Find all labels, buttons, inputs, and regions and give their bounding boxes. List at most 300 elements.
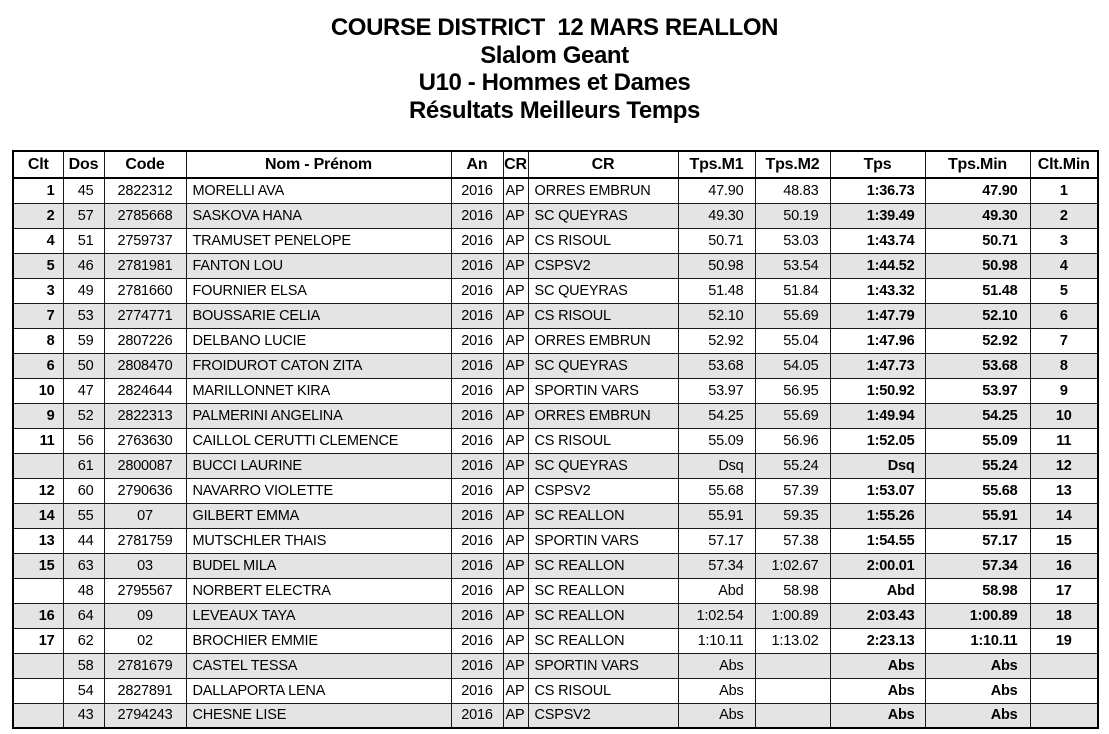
- table-row: [13, 628, 1098, 653]
- cell-tps-min: 55.09: [925, 428, 1030, 453]
- cell-cr-short: AP: [503, 203, 528, 228]
- cell-tps: Abs: [830, 703, 925, 728]
- cell-tps-m2: 50.19: [755, 203, 830, 228]
- table-row: [13, 278, 1098, 303]
- cell-cr-club: SC REALLON: [528, 603, 678, 628]
- cell-cr-short: AP: [503, 528, 528, 553]
- cell-tps-m1: 55.09: [678, 428, 755, 453]
- cell-tps-m1: 53.68: [678, 353, 755, 378]
- cell-clt: 15: [13, 553, 63, 578]
- cell-an: 2016: [451, 603, 503, 628]
- table-row: [13, 653, 1098, 678]
- cell-cr-club: SC REALLON: [528, 628, 678, 653]
- cell-tps-m2: 53.54: [755, 253, 830, 278]
- results-table-body: [13, 178, 1098, 728]
- cell-cr-club: CS RISOUL: [528, 228, 678, 253]
- cell-clt: 11: [13, 428, 63, 453]
- cell-an: 2016: [451, 628, 503, 653]
- table-row: [13, 303, 1098, 328]
- cell-nom-prenom: CASTEL TESSA: [186, 653, 451, 678]
- cell-tps-m2: 53.03: [755, 228, 830, 253]
- cell-dos: 45: [63, 178, 104, 203]
- cell-tps: 1:47.96: [830, 328, 925, 353]
- cell-clt-min: 3: [1030, 228, 1098, 253]
- cell-cr-club: SC REALLON: [528, 503, 678, 528]
- cell-clt: [13, 578, 63, 603]
- cell-clt: 13: [13, 528, 63, 553]
- cell-dos: 48: [63, 578, 104, 603]
- cell-clt: [13, 653, 63, 678]
- cell-cr-short: AP: [503, 603, 528, 628]
- col-header-an: An: [451, 151, 503, 178]
- cell-code: 2824644: [104, 378, 186, 403]
- cell-tps-min: 50.71: [925, 228, 1030, 253]
- cell-tps: Abs: [830, 678, 925, 703]
- cell-tps-min: 57.34: [925, 553, 1030, 578]
- title-discipline: Slalom Geant: [480, 41, 629, 69]
- cell-nom-prenom: LEVEAUX TAYA: [186, 603, 451, 628]
- cell-tps-m1: 51.48: [678, 278, 755, 303]
- cell-clt: 7: [13, 303, 63, 328]
- cell-cr-club: SPORTIN VARS: [528, 528, 678, 553]
- cell-clt-min: 1: [1030, 178, 1098, 203]
- col-header-tps: Tps: [830, 151, 925, 178]
- cell-tps-m2: 1:13.02: [755, 628, 830, 653]
- cell-nom-prenom: BUCCI LAURINE: [186, 453, 451, 478]
- cell-tps: Dsq: [830, 453, 925, 478]
- cell-tps-min: 1:10.11: [925, 628, 1030, 653]
- cell-clt: [13, 453, 63, 478]
- cell-tps: 1:36.73: [830, 178, 925, 203]
- cell-code: 2807226: [104, 328, 186, 353]
- cell-clt: 9: [13, 403, 63, 428]
- cell-tps: 1:54.55: [830, 528, 925, 553]
- cell-tps: 1:55.26: [830, 503, 925, 528]
- cell-tps-m1: 49.30: [678, 203, 755, 228]
- cell-clt: [13, 678, 63, 703]
- table-row: [13, 678, 1098, 703]
- cell-cr-short: AP: [503, 278, 528, 303]
- cell-clt-min: 2: [1030, 203, 1098, 228]
- cell-nom-prenom: MUTSCHLER THAIS: [186, 528, 451, 553]
- table-row: [13, 403, 1098, 428]
- cell-tps-m2: [755, 653, 830, 678]
- cell-clt: 12: [13, 478, 63, 503]
- cell-dos: 52: [63, 403, 104, 428]
- cell-dos: 50: [63, 353, 104, 378]
- cell-code: 2822313: [104, 403, 186, 428]
- cell-tps-m1: 55.91: [678, 503, 755, 528]
- cell-an: 2016: [451, 478, 503, 503]
- cell-tps-m2: 56.95: [755, 378, 830, 403]
- cell-cr-short: AP: [503, 453, 528, 478]
- cell-nom-prenom: PALMERINI ANGELINA: [186, 403, 451, 428]
- title-results-type: Résultats Meilleurs Temps: [409, 96, 700, 124]
- cell-cr-short: AP: [503, 178, 528, 203]
- table-header-row: [13, 151, 1098, 178]
- cell-dos: 62: [63, 628, 104, 653]
- cell-tps-m2: 57.39: [755, 478, 830, 503]
- cell-cr-club: CSPSV2: [528, 703, 678, 728]
- cell-cr-club: SC REALLON: [528, 553, 678, 578]
- cell-tps-min: 53.97: [925, 378, 1030, 403]
- cell-tps-min: 58.98: [925, 578, 1030, 603]
- cell-tps-m2: 58.98: [755, 578, 830, 603]
- cell-cr-short: AP: [503, 253, 528, 278]
- cell-an: 2016: [451, 503, 503, 528]
- cell-clt-min: 12: [1030, 453, 1098, 478]
- cell-tps: 1:49.94: [830, 403, 925, 428]
- table-row: [13, 503, 1098, 528]
- cell-clt: [13, 703, 63, 728]
- cell-cr-club: SPORTIN VARS: [528, 653, 678, 678]
- cell-clt-min: 9: [1030, 378, 1098, 403]
- cell-tps-m1: 57.17: [678, 528, 755, 553]
- cell-tps-m1: 50.98: [678, 253, 755, 278]
- cell-tps-min: 1:00.89: [925, 603, 1030, 628]
- cell-cr-short: AP: [503, 403, 528, 428]
- col-header-clt: Clt: [13, 151, 63, 178]
- cell-tps: 1:43.74: [830, 228, 925, 253]
- cell-nom-prenom: FANTON LOU: [186, 253, 451, 278]
- cell-tps-min: 54.25: [925, 403, 1030, 428]
- cell-dos: 49: [63, 278, 104, 303]
- cell-code: 07: [104, 503, 186, 528]
- cell-code: 2822312: [104, 178, 186, 203]
- table-row: [13, 603, 1098, 628]
- cell-nom-prenom: GILBERT EMMA: [186, 503, 451, 528]
- cell-clt: 1: [13, 178, 63, 203]
- table-row: [13, 553, 1098, 578]
- cell-tps-m1: 57.34: [678, 553, 755, 578]
- cell-tps-m1: 1:02.54: [678, 603, 755, 628]
- cell-tps-min: 50.98: [925, 253, 1030, 278]
- cell-tps: 1:43.32: [830, 278, 925, 303]
- cell-cr-short: AP: [503, 553, 528, 578]
- cell-clt: 10: [13, 378, 63, 403]
- table-row: [13, 378, 1098, 403]
- cell-dos: 51: [63, 228, 104, 253]
- cell-an: 2016: [451, 178, 503, 203]
- cell-cr-short: AP: [503, 303, 528, 328]
- cell-tps: 1:50.92: [830, 378, 925, 403]
- col-header-dos: Dos: [63, 151, 104, 178]
- cell-cr-short: AP: [503, 628, 528, 653]
- cell-tps-m2: 55.04: [755, 328, 830, 353]
- cell-tps: 1:47.73: [830, 353, 925, 378]
- cell-tps-min: 47.90: [925, 178, 1030, 203]
- col-header-tps-min: Tps.Min: [925, 151, 1030, 178]
- cell-nom-prenom: TRAMUSET PENELOPE: [186, 228, 451, 253]
- cell-tps: 1:53.07: [830, 478, 925, 503]
- cell-an: 2016: [451, 578, 503, 603]
- cell-clt-min: 8: [1030, 353, 1098, 378]
- cell-tps-m1: 47.90: [678, 178, 755, 203]
- table-row: [13, 253, 1098, 278]
- cell-cr-short: AP: [503, 503, 528, 528]
- cell-cr-club: ORRES EMBRUN: [528, 328, 678, 353]
- cell-tps-min: Abs: [925, 678, 1030, 703]
- col-header-cr-club: CR: [528, 151, 678, 178]
- cell-cr-short: AP: [503, 378, 528, 403]
- cell-clt: 14: [13, 503, 63, 528]
- cell-dos: 63: [63, 553, 104, 578]
- cell-clt: 16: [13, 603, 63, 628]
- cell-tps: 2:23.13: [830, 628, 925, 653]
- cell-an: 2016: [451, 403, 503, 428]
- cell-nom-prenom: BROCHIER EMMIE: [186, 628, 451, 653]
- cell-dos: 47: [63, 378, 104, 403]
- cell-clt: 6: [13, 353, 63, 378]
- cell-an: 2016: [451, 453, 503, 478]
- cell-code: 2781981: [104, 253, 186, 278]
- col-header-nom-prenom: Nom - Prénom: [186, 151, 451, 178]
- cell-nom-prenom: NAVARRO VIOLETTE: [186, 478, 451, 503]
- cell-clt: 5: [13, 253, 63, 278]
- cell-an: 2016: [451, 203, 503, 228]
- cell-an: 2016: [451, 228, 503, 253]
- cell-code: 2759737: [104, 228, 186, 253]
- cell-clt: 8: [13, 328, 63, 353]
- cell-cr-short: AP: [503, 653, 528, 678]
- cell-clt-min: 4: [1030, 253, 1098, 278]
- cell-cr-club: SC QUEYRAS: [528, 353, 678, 378]
- cell-dos: 59: [63, 328, 104, 353]
- title-category: U10 - Hommes et Dames: [418, 69, 691, 96]
- cell-cr-short: AP: [503, 678, 528, 703]
- cell-tps-min: 49.30: [925, 203, 1030, 228]
- cell-nom-prenom: MORELLI AVA: [186, 178, 451, 203]
- table-row: [13, 228, 1098, 253]
- cell-nom-prenom: DELBANO LUCIE: [186, 328, 451, 353]
- table-row: [13, 328, 1098, 353]
- cell-tps-m2: 1:02.67: [755, 553, 830, 578]
- cell-tps-m1: 55.68: [678, 478, 755, 503]
- cell-code: 02: [104, 628, 186, 653]
- cell-cr-club: CS RISOUL: [528, 303, 678, 328]
- table-row: [13, 528, 1098, 553]
- col-header-tps-m1: Tps.M1: [678, 151, 755, 178]
- cell-cr-club: CSPSV2: [528, 253, 678, 278]
- cell-tps-min: 57.17: [925, 528, 1030, 553]
- cell-code: 2781679: [104, 653, 186, 678]
- cell-code: 2781660: [104, 278, 186, 303]
- cell-tps: 1:44.52: [830, 253, 925, 278]
- cell-tps-m2: 54.05: [755, 353, 830, 378]
- cell-tps-m2: 55.24: [755, 453, 830, 478]
- cell-clt-min: 14: [1030, 503, 1098, 528]
- cell-clt: 4: [13, 228, 63, 253]
- table-row: [13, 203, 1098, 228]
- cell-an: 2016: [451, 328, 503, 353]
- cell-cr-club: SC QUEYRAS: [528, 453, 678, 478]
- cell-an: 2016: [451, 553, 503, 578]
- cell-tps-min: Abs: [925, 703, 1030, 728]
- col-header-tps-m2: Tps.M2: [755, 151, 830, 178]
- table-row: [13, 353, 1098, 378]
- cell-tps-m1: 52.92: [678, 328, 755, 353]
- table-row: [13, 578, 1098, 603]
- cell-tps-m2: 1:00.89: [755, 603, 830, 628]
- cell-dos: 43: [63, 703, 104, 728]
- cell-tps-min: 53.68: [925, 353, 1030, 378]
- cell-nom-prenom: CAILLOL CERUTTI CLEMENCE: [186, 428, 451, 453]
- cell-clt-min: 5: [1030, 278, 1098, 303]
- results-table: [12, 150, 1099, 729]
- cell-tps-m1: Abs: [678, 653, 755, 678]
- cell-tps-min: 55.68: [925, 478, 1030, 503]
- table-row: [13, 178, 1098, 203]
- cell-clt-min: 11: [1030, 428, 1098, 453]
- cell-code: 2800087: [104, 453, 186, 478]
- cell-dos: 56: [63, 428, 104, 453]
- cell-cr-short: AP: [503, 703, 528, 728]
- cell-tps-m2: 55.69: [755, 403, 830, 428]
- table-row: [13, 453, 1098, 478]
- cell-clt: 3: [13, 278, 63, 303]
- cell-nom-prenom: FROIDUROT CATON ZITA: [186, 353, 451, 378]
- cell-cr-short: AP: [503, 353, 528, 378]
- cell-cr-short: AP: [503, 428, 528, 453]
- cell-tps-min: 51.48: [925, 278, 1030, 303]
- cell-nom-prenom: DALLAPORTA LENA: [186, 678, 451, 703]
- cell-dos: 57: [63, 203, 104, 228]
- cell-tps-m1: Dsq: [678, 453, 755, 478]
- cell-tps-m1: 54.25: [678, 403, 755, 428]
- cell-code: 03: [104, 553, 186, 578]
- cell-clt-min: 17: [1030, 578, 1098, 603]
- cell-nom-prenom: NORBERT ELECTRA: [186, 578, 451, 603]
- cell-dos: 44: [63, 528, 104, 553]
- cell-code: 2763630: [104, 428, 186, 453]
- cell-cr-club: SC QUEYRAS: [528, 278, 678, 303]
- cell-cr-club: SC REALLON: [528, 578, 678, 603]
- cell-code: 2827891: [104, 678, 186, 703]
- table-row: [13, 428, 1098, 453]
- cell-dos: 64: [63, 603, 104, 628]
- cell-clt-min: 15: [1030, 528, 1098, 553]
- cell-dos: 55: [63, 503, 104, 528]
- cell-code: 2781759: [104, 528, 186, 553]
- cell-tps-m2: 57.38: [755, 528, 830, 553]
- cell-tps-m1: Abs: [678, 678, 755, 703]
- cell-cr-short: AP: [503, 328, 528, 353]
- cell-tps: 2:03.43: [830, 603, 925, 628]
- cell-tps-m2: 59.35: [755, 503, 830, 528]
- cell-dos: 54: [63, 678, 104, 703]
- cell-an: 2016: [451, 378, 503, 403]
- cell-nom-prenom: SASKOVA HANA: [186, 203, 451, 228]
- cell-tps-min: 52.10: [925, 303, 1030, 328]
- cell-clt-min: 18: [1030, 603, 1098, 628]
- cell-code: 2794243: [104, 703, 186, 728]
- cell-dos: 58: [63, 653, 104, 678]
- cell-cr-club: ORRES EMBRUN: [528, 403, 678, 428]
- cell-clt-min: 19: [1030, 628, 1098, 653]
- cell-code: 09: [104, 603, 186, 628]
- cell-nom-prenom: BUDEL MILA: [186, 553, 451, 578]
- cell-tps: 2:00.01: [830, 553, 925, 578]
- cell-cr-club: SPORTIN VARS: [528, 378, 678, 403]
- cell-nom-prenom: FOURNIER ELSA: [186, 278, 451, 303]
- cell-tps-m2: 51.84: [755, 278, 830, 303]
- cell-tps-min: Abs: [925, 653, 1030, 678]
- cell-tps-m1: 53.97: [678, 378, 755, 403]
- cell-nom-prenom: CHESNE LISE: [186, 703, 451, 728]
- cell-an: 2016: [451, 653, 503, 678]
- cell-code: 2795567: [104, 578, 186, 603]
- cell-tps-m2: 55.69: [755, 303, 830, 328]
- cell-cr-club: ORRES EMBRUN: [528, 178, 678, 203]
- cell-an: 2016: [451, 528, 503, 553]
- cell-an: 2016: [451, 278, 503, 303]
- cell-tps-m2: 48.83: [755, 178, 830, 203]
- cell-tps-min: 52.92: [925, 328, 1030, 353]
- cell-an: 2016: [451, 678, 503, 703]
- cell-an: 2016: [451, 253, 503, 278]
- cell-tps-m1: 50.71: [678, 228, 755, 253]
- cell-tps: Abd: [830, 578, 925, 603]
- cell-dos: 60: [63, 478, 104, 503]
- cell-cr-club: CS RISOUL: [528, 678, 678, 703]
- page-title: [0, 0, 1109, 124]
- cell-clt: 2: [13, 203, 63, 228]
- cell-an: 2016: [451, 303, 503, 328]
- cell-clt-min: 13: [1030, 478, 1098, 503]
- cell-cr-club: CS RISOUL: [528, 428, 678, 453]
- cell-an: 2016: [451, 703, 503, 728]
- cell-tps-m2: 56.96: [755, 428, 830, 453]
- cell-clt-min: [1030, 703, 1098, 728]
- cell-clt-min: 6: [1030, 303, 1098, 328]
- cell-dos: 46: [63, 253, 104, 278]
- table-row: [13, 478, 1098, 503]
- cell-tps: 1:47.79: [830, 303, 925, 328]
- cell-code: 2790636: [104, 478, 186, 503]
- cell-tps: 1:52.05: [830, 428, 925, 453]
- cell-tps-min: 55.24: [925, 453, 1030, 478]
- cell-cr-short: AP: [503, 478, 528, 503]
- cell-nom-prenom: MARILLONNET KIRA: [186, 378, 451, 403]
- title-event: COURSE DISTRICT 12 MARS REALLON: [330, 14, 779, 41]
- cell-code: 2774771: [104, 303, 186, 328]
- cell-dos: 61: [63, 453, 104, 478]
- cell-tps-m1: 1:10.11: [678, 628, 755, 653]
- cell-cr-club: CSPSV2: [528, 478, 678, 503]
- cell-code: 2785668: [104, 203, 186, 228]
- col-header-clt-min: Clt.Min: [1030, 151, 1098, 178]
- cell-cr-short: AP: [503, 578, 528, 603]
- col-header-code: Code: [104, 151, 186, 178]
- cell-clt-min: 7: [1030, 328, 1098, 353]
- cell-dos: 53: [63, 303, 104, 328]
- cell-cr-short: AP: [503, 228, 528, 253]
- cell-code: 2808470: [104, 353, 186, 378]
- cell-an: 2016: [451, 353, 503, 378]
- cell-clt-min: [1030, 653, 1098, 678]
- cell-tps: 1:39.49: [830, 203, 925, 228]
- cell-tps-m1: 52.10: [678, 303, 755, 328]
- cell-tps-m1: Abs: [678, 703, 755, 728]
- cell-clt: 17: [13, 628, 63, 653]
- cell-tps-m1: Abd: [678, 578, 755, 603]
- cell-clt-min: 10: [1030, 403, 1098, 428]
- table-row: [13, 703, 1098, 728]
- cell-cr-club: SC QUEYRAS: [528, 203, 678, 228]
- cell-clt-min: [1030, 678, 1098, 703]
- col-header-cr-short: CR: [503, 151, 528, 178]
- cell-an: 2016: [451, 428, 503, 453]
